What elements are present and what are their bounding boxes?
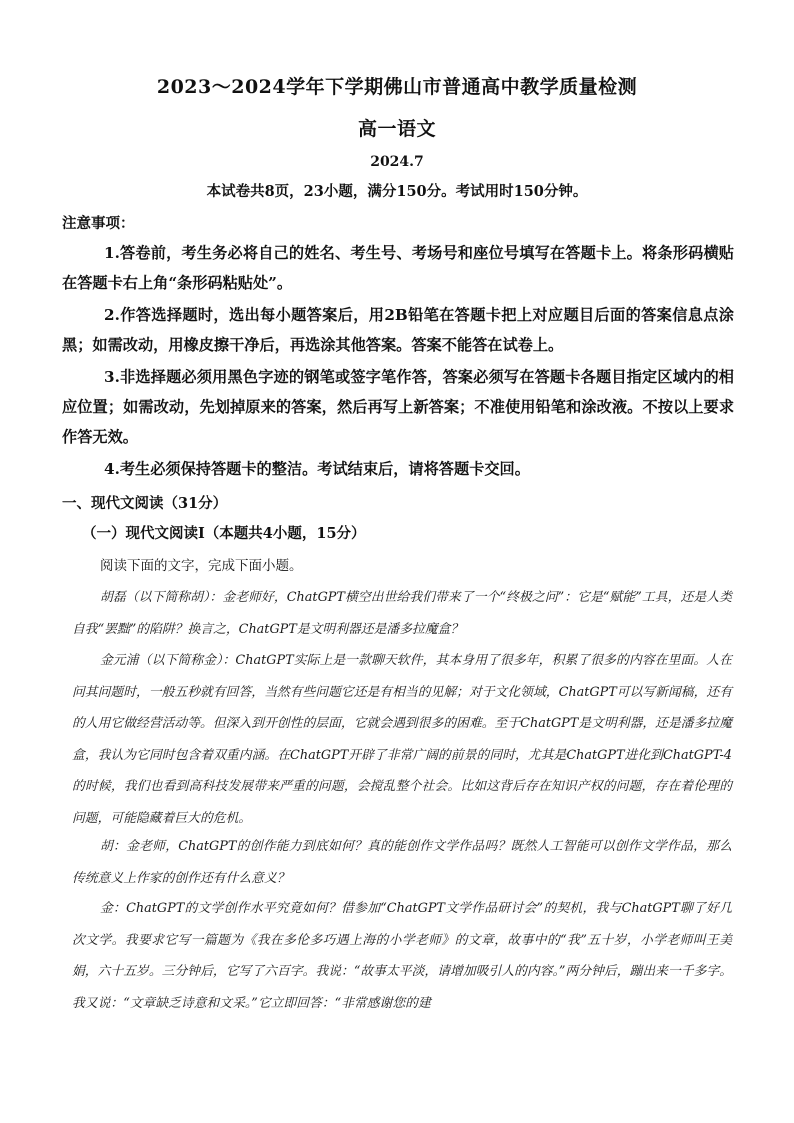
subject-title: 高一语文	[357, 118, 436, 140]
passage-paragraph: 胡：金老师，ChatGPT的创作能力到底如何？真的能创作文学作品吗？既然人工智能可以创作文学作品，那么传统意义上作家的创作还有什么意义？	[72, 839, 732, 886]
passage-paragraph: 金：ChatGPT的文学创作水平究竟如何？借参加“ChatGPT文学作品研讨会”的契机，我与ChatGPT聊了好几次文学。我要求它写一篇题为《我在多伦多巧遇上海的小学老师》的文章，故事中的“我”五十岁，小学老师叫王美娟，六十五岁。三分钟后，它写了六百字。我说：“故事太平淡，请增加吸引人的内容。”两分钟后，蹦出来一千多字。我又说：“文章缺乏诗意和文采。”它立即回答：“非常感谢您的建	[72, 901, 732, 1011]
passage-paragraph: 金元浦（以下简称金）：ChatGPT实际上是一款聊天软件，其本身用了很多年，积累了很多的内容在里面。人在问其问题时，一般五秒就有回答，当然有些问题它还是有相当的见解；对于文化领域，ChatGPT可以写新闻稿，还有的人用它做经营活动等。但深入到开创性的层面，它就会遇到很多的困难。至于ChatGPT是文明利器，还是潘多拉魔盒，我认为它同时包含着双重内涵。在ChatGPT开辟了非常广阔的前景的同时，尤其是ChatGPT进化到ChatGPT-4的时候，我们也看到高科技发展带来严重的问题，会搅乱整个社会。比如这背后存在知识产权的问题，存在着伦理的问题，可能隐藏着巨大的危机。	[72, 653, 732, 826]
section-title: 一、现代文阅读（31分）	[62, 495, 228, 512]
reading-instruction: 阅读下面的文字，完成下面小题。	[100, 558, 303, 573]
notice-item: 3.非选择题必须用黑色字迹的钢笔或签字笔作答，答案必须写在答题卡各题目指定区域内的相应位置；如需改动，先划掉原来的答案，然后再写上新答案；不准使用铅笔和涂改液。不按以上要求作答无效。	[62, 368, 734, 446]
exam-date: 2024.7	[370, 154, 424, 170]
exam-summary: 本试卷共8页，23小题，满分150分。考试用时150分钟。	[206, 183, 588, 200]
notice-heading: 注意事项：	[62, 215, 135, 232]
notice-item: 1.答卷前，考生务必将自己的姓名、考生号、考场号和座位号填写在答题卡上。将条形码横贴在答题卡右上角“条形码粘贴处”。	[62, 244, 734, 292]
notice-item: 2.作答选择题时，选出每小题答案后，用2B铅笔在答题卡把上对应题目后面的答案信息点涂黑；如需改动，用橡皮擦干净后，再选涂其他答案。答案不能答在试卷上。	[62, 306, 734, 354]
exam-title: 2023～2024学年下学期佛山市普通高中教学质量检测	[156, 76, 638, 98]
passage-paragraph: 胡磊（以下简称胡）：金老师好，ChatGPT横空出世给我们带来了一个“终极之问”：它是“赋能”工具，还是人类自我“罢黜”的陷阱？换言之，ChatGPT是文明利器还是潘多拉魔盒？	[72, 590, 732, 637]
notice-item: 4.考生必须保持答题卡的整洁。考试结束后，请将答题卡交回。	[104, 460, 530, 478]
section-subtitle: （一）现代文阅读Ⅰ（本题共4小题，15分）	[82, 525, 366, 542]
